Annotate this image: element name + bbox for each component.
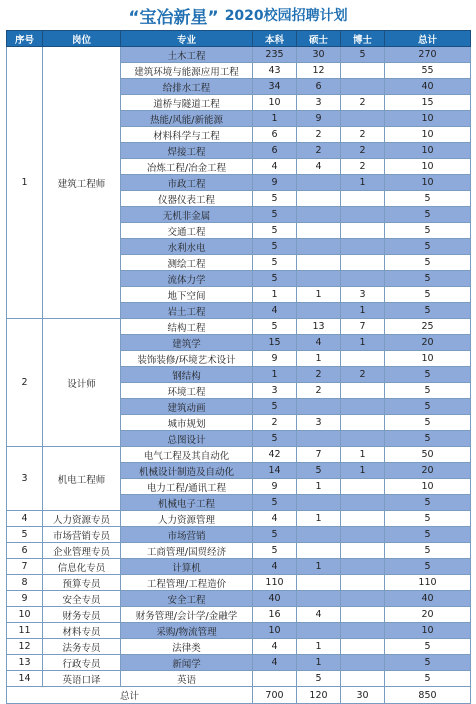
bachelor-cell: 10 xyxy=(253,95,297,111)
table-row xyxy=(7,447,471,463)
master-cell: 4 xyxy=(297,159,341,175)
major-cell: 工商管理/国贸经济 xyxy=(121,543,253,559)
bachelor-cell: 9 xyxy=(253,351,297,367)
master-cell: 2 xyxy=(297,127,341,143)
bachelor-cell: 5 xyxy=(253,431,297,447)
doctor-cell xyxy=(341,575,385,591)
major-cell: 建筑环境与能源应用工程 xyxy=(121,63,253,79)
doctor-cell: 1 xyxy=(341,175,385,191)
bachelor-cell: 5 xyxy=(253,207,297,223)
doctor-cell: 2 xyxy=(341,127,385,143)
master-cell: 2 xyxy=(297,367,341,383)
position-name: 安全专员 xyxy=(43,591,121,607)
position-name: 市场营销专员 xyxy=(43,527,121,543)
doctor-cell xyxy=(341,495,385,511)
total-cell: 10 xyxy=(385,623,471,639)
total-cell: 10 xyxy=(385,159,471,175)
doctor-cell xyxy=(341,383,385,399)
master-cell xyxy=(297,399,341,415)
row-number: 12 xyxy=(7,639,43,655)
bachelor-cell: 3 xyxy=(253,383,297,399)
major-cell: 焊接工程 xyxy=(121,143,253,159)
doctor-cell xyxy=(341,543,385,559)
doctor-cell: 5 xyxy=(341,47,385,63)
doctor-cell xyxy=(341,591,385,607)
master-cell: 30 xyxy=(297,47,341,63)
doctor-cell: 2 xyxy=(341,143,385,159)
master-cell: 4 xyxy=(297,607,341,623)
total-cell: 40 xyxy=(385,591,471,607)
bachelor-cell: 42 xyxy=(253,447,297,463)
major-cell: 电力工程/通讯工程 xyxy=(121,479,253,495)
master-cell xyxy=(297,431,341,447)
total-doctor: 30 xyxy=(341,687,385,704)
position-name: 企业管理专员 xyxy=(43,543,121,559)
major-cell: 结构工程 xyxy=(121,319,253,335)
bachelor-cell: 9 xyxy=(253,479,297,495)
major-cell: 道桥与隧道工程 xyxy=(121,95,253,111)
row-number: 5 xyxy=(7,527,43,543)
table-row xyxy=(7,319,471,335)
position-name: 法务专员 xyxy=(43,639,121,655)
doctor-cell xyxy=(341,511,385,527)
bachelor-cell: 110 xyxy=(253,575,297,591)
bachelor-cell: 40 xyxy=(253,591,297,607)
doctor-cell xyxy=(341,255,385,271)
position-name: 建筑工程师 xyxy=(43,47,121,319)
master-cell: 1 xyxy=(297,479,341,495)
bachelor-cell: 4 xyxy=(253,303,297,319)
master-cell: 3 xyxy=(297,415,341,431)
master-cell xyxy=(297,591,341,607)
major-cell: 热能/风能/新能源 xyxy=(121,111,253,127)
position-name: 人力资源专员 xyxy=(43,511,121,527)
total-cell: 5 xyxy=(385,271,471,287)
major-cell: 法律类 xyxy=(121,639,253,655)
doctor-cell xyxy=(341,415,385,431)
bachelor-cell: 4 xyxy=(253,511,297,527)
total-cell: 5 xyxy=(385,543,471,559)
total-cell: 5 xyxy=(385,223,471,239)
total-cell: 50 xyxy=(385,447,471,463)
bachelor-cell: 4 xyxy=(253,639,297,655)
master-cell: 1 xyxy=(297,351,341,367)
doctor-cell xyxy=(341,111,385,127)
doctor-cell xyxy=(341,79,385,95)
position-name: 财务专员 xyxy=(43,607,121,623)
total-cell: 10 xyxy=(385,127,471,143)
bachelor-cell: 2 xyxy=(253,415,297,431)
doctor-cell xyxy=(341,239,385,255)
major-cell: 环境工程 xyxy=(121,383,253,399)
table-row xyxy=(7,575,471,591)
table-row xyxy=(7,607,471,623)
table-row xyxy=(7,559,471,575)
bachelor-cell: 6 xyxy=(253,143,297,159)
doctor-cell: 3 xyxy=(341,287,385,303)
total-cell: 5 xyxy=(385,495,471,511)
major-cell: 建筑动画 xyxy=(121,399,253,415)
header-bachelor: 本科 xyxy=(253,31,297,47)
total-cell: 5 xyxy=(385,287,471,303)
total-sum: 850 xyxy=(385,687,471,704)
page-title xyxy=(0,0,476,30)
total-cell: 15 xyxy=(385,95,471,111)
doctor-cell xyxy=(341,399,385,415)
table-row xyxy=(7,47,471,63)
master-cell: 2 xyxy=(297,143,341,159)
major-cell: 土木工程 xyxy=(121,47,253,63)
position-name: 预算专员 xyxy=(43,575,121,591)
total-master: 120 xyxy=(297,687,341,704)
total-cell: 5 xyxy=(385,655,471,671)
header-major: 专业 xyxy=(121,31,253,47)
table-row xyxy=(7,591,471,607)
major-cell: 测绘工程 xyxy=(121,255,253,271)
bachelor-cell: 5 xyxy=(253,495,297,511)
bachelor-cell: 5 xyxy=(253,271,297,287)
table-row xyxy=(7,527,471,543)
header-no: 序号 xyxy=(7,31,43,47)
doctor-cell xyxy=(341,271,385,287)
header-row xyxy=(7,31,471,47)
doctor-cell xyxy=(341,191,385,207)
bachelor-cell xyxy=(253,671,297,687)
total-cell: 5 xyxy=(385,303,471,319)
master-cell: 2 xyxy=(297,383,341,399)
major-cell: 安全工程 xyxy=(121,591,253,607)
major-cell: 钢结构 xyxy=(121,367,253,383)
doctor-cell xyxy=(341,607,385,623)
major-cell: 流体力学 xyxy=(121,271,253,287)
major-cell: 装饰装修/环境艺术设计 xyxy=(121,351,253,367)
table-row xyxy=(7,623,471,639)
doctor-cell xyxy=(341,207,385,223)
major-cell: 财务管理/会计学/金融学 xyxy=(121,607,253,623)
bachelor-cell: 4 xyxy=(253,655,297,671)
master-cell: 5 xyxy=(297,671,341,687)
header-total: 总计 xyxy=(385,31,471,47)
row-number: 11 xyxy=(7,623,43,639)
row-number: 2 xyxy=(7,319,43,447)
total-cell: 5 xyxy=(385,671,471,687)
total-cell: 10 xyxy=(385,479,471,495)
position-name: 机电工程师 xyxy=(43,447,121,511)
master-cell: 13 xyxy=(297,319,341,335)
bachelor-cell: 43 xyxy=(253,63,297,79)
bachelor-cell: 5 xyxy=(253,255,297,271)
total-row xyxy=(7,687,471,704)
total-cell: 270 xyxy=(385,47,471,63)
master-cell: 12 xyxy=(297,63,341,79)
major-cell: 给排水工程 xyxy=(121,79,253,95)
row-number: 10 xyxy=(7,607,43,623)
master-cell: 4 xyxy=(297,335,341,351)
total-cell: 5 xyxy=(385,527,471,543)
bachelor-cell: 16 xyxy=(253,607,297,623)
major-cell: 市政工程 xyxy=(121,175,253,191)
header-doctor: 博士 xyxy=(341,31,385,47)
bachelor-cell: 9 xyxy=(253,175,297,191)
major-cell: 地下空间 xyxy=(121,287,253,303)
bachelor-cell: 34 xyxy=(253,79,297,95)
bachelor-cell: 5 xyxy=(253,527,297,543)
bachelor-cell: 1 xyxy=(253,367,297,383)
row-number: 14 xyxy=(7,671,43,687)
doctor-cell xyxy=(341,479,385,495)
total-label: 总计 xyxy=(7,687,253,704)
master-cell: 3 xyxy=(297,95,341,111)
position-name: 行政专员 xyxy=(43,655,121,671)
major-cell: 计算机 xyxy=(121,559,253,575)
table-row xyxy=(7,671,471,687)
total-cell: 10 xyxy=(385,175,471,191)
master-cell: 7 xyxy=(297,447,341,463)
row-number: 6 xyxy=(7,543,43,559)
doctor-cell: 2 xyxy=(341,367,385,383)
major-cell: 采购/物流管理 xyxy=(121,623,253,639)
total-cell: 5 xyxy=(385,399,471,415)
total-cell: 40 xyxy=(385,79,471,95)
doctor-cell: 2 xyxy=(341,95,385,111)
master-cell xyxy=(297,223,341,239)
master-cell xyxy=(297,575,341,591)
major-cell: 机械电子工程 xyxy=(121,495,253,511)
total-cell: 5 xyxy=(385,431,471,447)
doctor-cell xyxy=(341,223,385,239)
bachelor-cell: 4 xyxy=(253,159,297,175)
total-cell: 5 xyxy=(385,559,471,575)
bachelor-cell: 5 xyxy=(253,191,297,207)
master-cell: 1 xyxy=(297,511,341,527)
total-cell: 5 xyxy=(385,367,471,383)
bachelor-cell: 14 xyxy=(253,463,297,479)
total-cell: 5 xyxy=(385,415,471,431)
row-number: 1 xyxy=(7,47,43,319)
doctor-cell xyxy=(341,431,385,447)
total-cell: 10 xyxy=(385,351,471,367)
doctor-cell: 2 xyxy=(341,159,385,175)
master-cell xyxy=(297,623,341,639)
doctor-cell xyxy=(341,655,385,671)
doctor-cell: 7 xyxy=(341,319,385,335)
major-cell: 建筑学 xyxy=(121,335,253,351)
total-cell: 20 xyxy=(385,463,471,479)
major-cell: 工程管理/工程造价 xyxy=(121,575,253,591)
major-cell: 岩土工程 xyxy=(121,303,253,319)
doctor-cell xyxy=(341,351,385,367)
doctor-cell: 1 xyxy=(341,335,385,351)
doctor-cell: 1 xyxy=(341,447,385,463)
total-cell: 20 xyxy=(385,607,471,623)
total-cell: 5 xyxy=(385,239,471,255)
row-number: 8 xyxy=(7,575,43,591)
major-cell: 水利水电 xyxy=(121,239,253,255)
major-cell: 冶炼工程/冶金工程 xyxy=(121,159,253,175)
row-number: 9 xyxy=(7,591,43,607)
master-cell xyxy=(297,191,341,207)
total-cell: 110 xyxy=(385,575,471,591)
major-cell: 机械设计制造及自动化 xyxy=(121,463,253,479)
master-cell xyxy=(297,255,341,271)
bachelor-cell: 1 xyxy=(253,111,297,127)
major-cell: 材料科学与工程 xyxy=(121,127,253,143)
master-cell xyxy=(297,495,341,511)
major-cell: 无机非金属 xyxy=(121,207,253,223)
major-cell: 电气工程及其自动化 xyxy=(121,447,253,463)
position-name: 信息化专员 xyxy=(43,559,121,575)
row-number: 3 xyxy=(7,447,43,511)
doctor-cell xyxy=(341,671,385,687)
master-cell xyxy=(297,239,341,255)
total-cell: 10 xyxy=(385,111,471,127)
bachelor-cell: 5 xyxy=(253,399,297,415)
total-cell: 5 xyxy=(385,207,471,223)
major-cell: 仪器仪表工程 xyxy=(121,191,253,207)
table-row xyxy=(7,639,471,655)
doctor-cell xyxy=(341,527,385,543)
master-cell xyxy=(297,527,341,543)
table-row xyxy=(7,543,471,559)
title-rest: 2020校园招聘计划 xyxy=(224,8,348,24)
total-cell: 20 xyxy=(385,335,471,351)
row-number: 7 xyxy=(7,559,43,575)
major-cell: 总图设计 xyxy=(121,431,253,447)
total-cell: 5 xyxy=(385,639,471,655)
major-cell: 英语 xyxy=(121,671,253,687)
bachelor-cell: 235 xyxy=(253,47,297,63)
master-cell: 6 xyxy=(297,79,341,95)
total-cell: 10 xyxy=(385,143,471,159)
recruitment-table xyxy=(6,30,471,704)
bachelor-cell: 5 xyxy=(253,319,297,335)
major-cell: 城市规划 xyxy=(121,415,253,431)
header-master: 硕士 xyxy=(297,31,341,47)
position-name: 设计师 xyxy=(43,319,121,447)
table-row xyxy=(7,511,471,527)
position-name: 材料专员 xyxy=(43,623,121,639)
bachelor-cell: 10 xyxy=(253,623,297,639)
master-cell: 5 xyxy=(297,463,341,479)
doctor-cell xyxy=(341,623,385,639)
table-row xyxy=(7,655,471,671)
header-position: 岗位 xyxy=(43,31,121,47)
bachelor-cell: 5 xyxy=(253,543,297,559)
master-cell: 9 xyxy=(297,111,341,127)
major-cell: 市场营销 xyxy=(121,527,253,543)
bachelor-cell: 5 xyxy=(253,239,297,255)
row-number: 13 xyxy=(7,655,43,671)
total-cell: 5 xyxy=(385,511,471,527)
bachelor-cell: 6 xyxy=(253,127,297,143)
doctor-cell xyxy=(341,559,385,575)
master-cell xyxy=(297,543,341,559)
bachelor-cell: 15 xyxy=(253,335,297,351)
doctor-cell: 1 xyxy=(341,463,385,479)
master-cell: 1 xyxy=(297,559,341,575)
row-number: 4 xyxy=(7,511,43,527)
total-bachelor: 700 xyxy=(253,687,297,704)
master-cell: 1 xyxy=(297,639,341,655)
bachelor-cell: 4 xyxy=(253,559,297,575)
table-body xyxy=(7,47,471,687)
major-cell: 人力资源管理 xyxy=(121,511,253,527)
master-cell xyxy=(297,303,341,319)
doctor-cell: 1 xyxy=(341,303,385,319)
total-cell: 25 xyxy=(385,319,471,335)
total-cell: 5 xyxy=(385,383,471,399)
master-cell: 1 xyxy=(297,655,341,671)
total-cell: 55 xyxy=(385,63,471,79)
total-cell: 5 xyxy=(385,255,471,271)
master-cell xyxy=(297,207,341,223)
bachelor-cell: 5 xyxy=(253,223,297,239)
master-cell xyxy=(297,271,341,287)
total-cell: 5 xyxy=(385,191,471,207)
master-cell xyxy=(297,175,341,191)
position-name: 英语口译 xyxy=(43,671,121,687)
title-brand: “宝冶新星” xyxy=(128,7,219,28)
doctor-cell xyxy=(341,63,385,79)
master-cell: 1 xyxy=(297,287,341,303)
doctor-cell xyxy=(341,639,385,655)
major-cell: 交通工程 xyxy=(121,223,253,239)
bachelor-cell: 1 xyxy=(253,287,297,303)
major-cell: 新闻学 xyxy=(121,655,253,671)
